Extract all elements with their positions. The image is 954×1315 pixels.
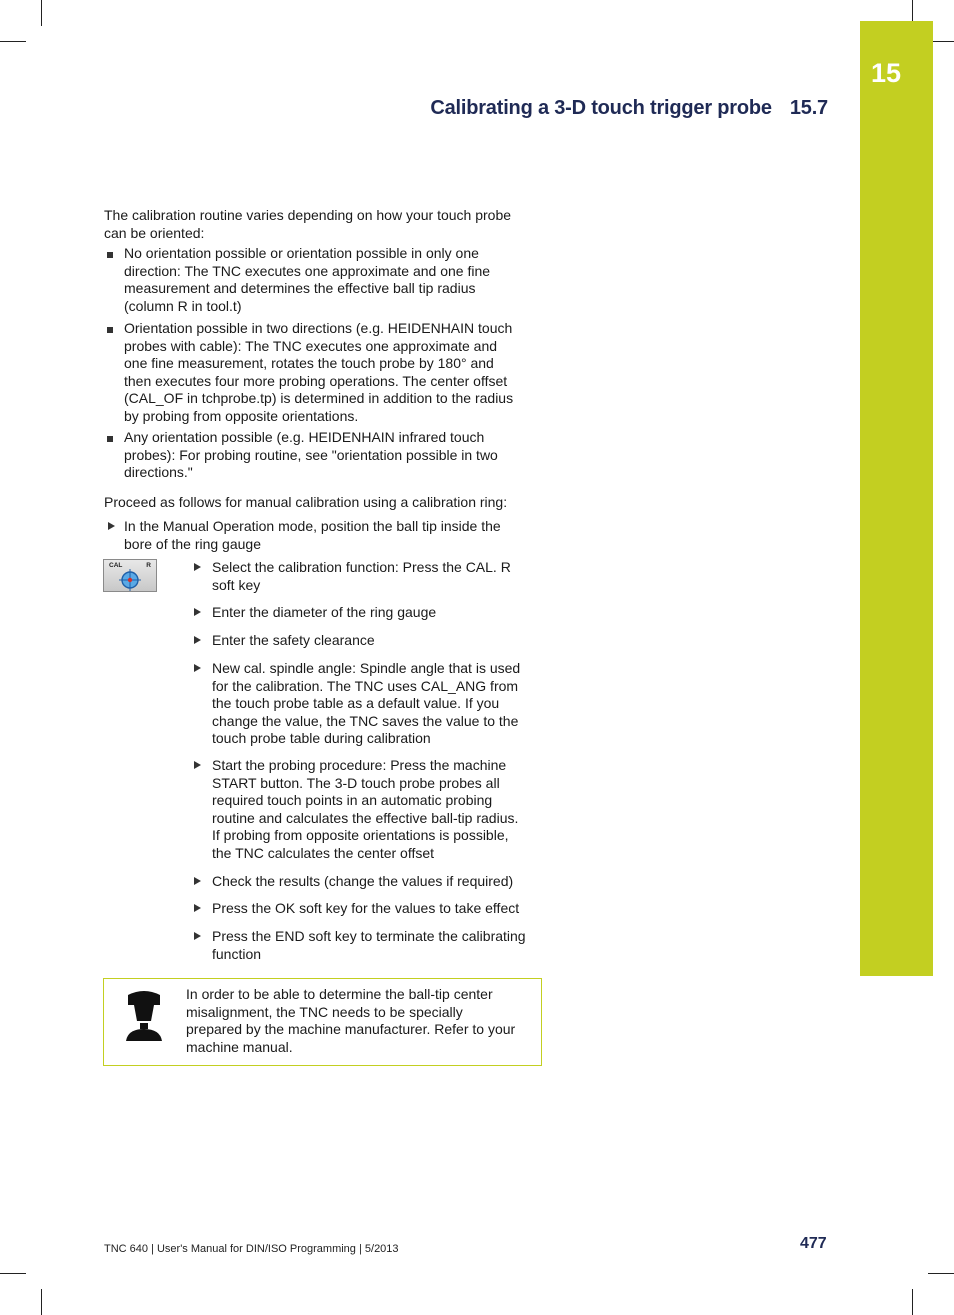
step-line: function bbox=[212, 945, 262, 962]
note-line: misalignment, the TNC needs to be specially bbox=[186, 1003, 463, 1020]
note-line: In order to be able to determine the ball-tip center bbox=[186, 986, 493, 1002]
intro-line: The calibration routine varies depending on how your touch probe bbox=[104, 207, 512, 223]
section-header bbox=[300, 97, 828, 120]
crop-mark bbox=[41, 1289, 42, 1315]
bullet-square-icon bbox=[107, 436, 113, 442]
chapter-number: 15 bbox=[871, 58, 902, 88]
step-line: START button. The 3-D touch probe probes all bbox=[212, 774, 500, 791]
step-line: routine and calculates the effective ball-tip radius. bbox=[212, 809, 519, 826]
step-line: Press the END soft key to terminate the calibrating bbox=[212, 928, 526, 944]
step-line: If probing from opposite orientations is possible, bbox=[212, 827, 509, 844]
note-box bbox=[103, 978, 542, 1066]
step-arrow-icon bbox=[194, 904, 201, 912]
step-line: soft key bbox=[212, 576, 261, 593]
step-line: change the value, the TNC saves the value to the bbox=[212, 712, 519, 729]
section-title: Calibrating a 3-D touch trigger probe bbox=[430, 97, 772, 119]
step-line: Check the results (change the values if required) bbox=[212, 873, 514, 889]
orientation-bullet-line: probes): For probing routine, see "orientation possible in two bbox=[124, 446, 498, 463]
chapter-tab bbox=[860, 21, 933, 976]
machine-manufacturer-icon bbox=[124, 989, 164, 1045]
first-step-line: bore of the ring gauge bbox=[124, 535, 261, 552]
orientation-bullet-line: No orientation possible or orientation possible in only one bbox=[124, 245, 479, 261]
step-arrow-icon bbox=[194, 877, 201, 885]
softkey-left-label: CAL bbox=[109, 562, 123, 569]
orientation-bullet-line: directions." bbox=[124, 464, 193, 481]
step-line: the TNC calculates the center offset bbox=[212, 845, 435, 861]
crop-mark bbox=[0, 1273, 26, 1274]
step-line: New cal. spindle angle: Spindle angle that is used bbox=[212, 660, 521, 676]
footer-text: TNC 640 | User's Manual for DIN/ISO Programming | 5/2013 bbox=[104, 1243, 399, 1255]
crop-mark bbox=[912, 1289, 913, 1315]
section-number: 15.7 bbox=[789, 97, 828, 119]
step-arrow-icon bbox=[194, 636, 201, 644]
softkey-right-label: R bbox=[146, 562, 151, 569]
step-line: Enter the safety clearance bbox=[212, 632, 375, 648]
orientation-bullet-line: Orientation possible in two directions (e.g. HEIDENHAIN touch bbox=[124, 320, 513, 336]
orientation-bullet-line: direction: The TNC executes one approximate and one fine bbox=[124, 262, 491, 279]
bullet-square-icon bbox=[107, 252, 113, 258]
step-line: Press the OK soft key for the values to take effect bbox=[212, 900, 520, 916]
step-arrow-icon bbox=[108, 522, 115, 530]
step-arrow-icon bbox=[194, 761, 201, 769]
orientation-bullet-line: (CAL_OF in tchprobe.tp) is determined in addition to the radius bbox=[124, 390, 514, 407]
first-step-line: In the Manual Operation mode, position the ball tip inside the bbox=[124, 518, 501, 534]
step-arrow-icon bbox=[194, 563, 201, 571]
step-arrow-icon bbox=[194, 608, 201, 616]
step-line: for the calibration. The TNC uses CAL_ANG from bbox=[212, 677, 519, 694]
step-line: required touch points in an automatic probing bbox=[212, 792, 493, 809]
orientation-bullet-line: measurement and determines the effective ball tip radius bbox=[124, 280, 476, 297]
crop-mark bbox=[41, 0, 42, 26]
note-line: prepared by the machine manufacturer. Refer to your bbox=[186, 1021, 516, 1038]
orientation-bullet-line: (column R in tool.t) bbox=[124, 297, 242, 314]
proceed-intro: Proceed as follows for manual calibration using a calibration ring: bbox=[104, 494, 508, 510]
orientation-bullet-line: by probing from opposite orientations. bbox=[124, 408, 359, 424]
step-line: touch probe table during calibration bbox=[212, 730, 431, 747]
step-arrow-icon bbox=[194, 664, 201, 672]
orientation-bullet-line: one fine measurement, rotates the touch probe by 180° and bbox=[124, 355, 494, 372]
step-line: Select the calibration function: Press the CAL. R bbox=[212, 559, 511, 575]
crop-mark bbox=[0, 41, 26, 42]
step-line: Enter the diameter of the ring gauge bbox=[212, 604, 437, 620]
crosshair-icon bbox=[104, 560, 158, 593]
step-line: the touch probe table as a default value. If you bbox=[212, 695, 500, 712]
cal-r-softkey bbox=[103, 559, 157, 592]
orientation-bullet-line: probes with cable): The TNC executes one approximate and bbox=[124, 337, 498, 354]
orientation-bullet-line: then executes four more probing operations. The center offset bbox=[124, 372, 508, 389]
step-arrow-icon bbox=[194, 932, 201, 940]
page-number: 477 bbox=[800, 1235, 827, 1252]
bullet-square-icon bbox=[107, 327, 113, 333]
crop-mark bbox=[928, 1273, 954, 1274]
intro-line: can be oriented: bbox=[104, 224, 205, 241]
orientation-bullet-line: Any orientation possible (e.g. HEIDENHAIN infrared touch bbox=[124, 429, 485, 445]
step-line: Start the probing procedure: Press the machine bbox=[212, 757, 507, 773]
note-line: machine manual. bbox=[186, 1038, 293, 1055]
